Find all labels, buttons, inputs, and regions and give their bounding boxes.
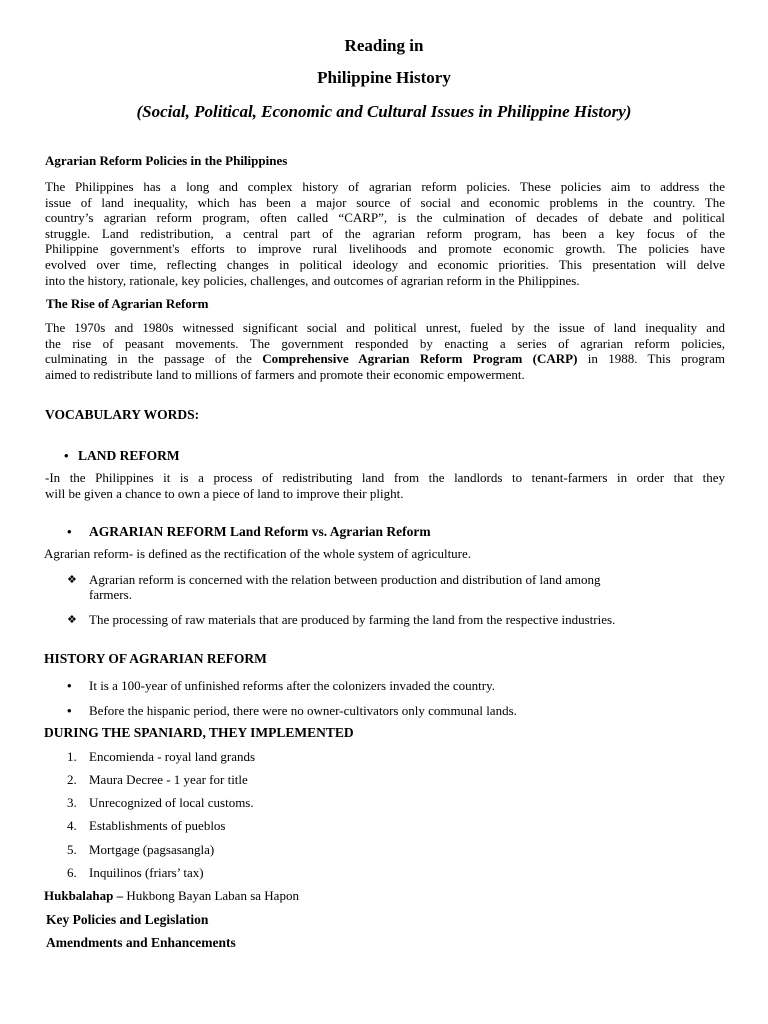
bullet-icon: •	[64, 448, 69, 463]
paragraph-text: culminating in the passage of the	[45, 351, 263, 367]
key-policies-heading: Key Policies and Legislation	[46, 912, 209, 927]
paragraph-line: will be given a chance to own a piece of land to improve their plight.	[45, 485, 404, 501]
paragraph-line: into the history, rationale, key policies, challenges, and outcomes of agrarian reform in the Philippines.	[45, 272, 580, 288]
diamond-bullet-icon: ❖	[67, 573, 77, 586]
document-title-line1: Reading in	[344, 36, 424, 55]
paragraph-line: the rise of peasant movements. The government responded by enacting a series of agrarian reform policies,	[45, 335, 725, 351]
paragraph-line: struggle. Land redistribution, a central part of the agrarian reform program, has been a key focus of the	[45, 225, 725, 241]
hukbalahap-term: Hukbalahap –	[44, 888, 124, 903]
agrarian-subpoint-1-line1: Agrarian reform is concerned with the relation between production and distribution of land among	[89, 572, 601, 587]
list-item: Establishments of pueblos	[89, 818, 226, 833]
paragraph-line: issue of land inequality, which has been a major source of social and economic problems in the country. The	[45, 194, 725, 210]
history-bullet-2: Before the hispanic period, there were no owner-cultivators only communal lands.	[89, 703, 517, 718]
document-subtitle: (Social, Political, Economic and Cultural Issues in Philippine History)	[136, 102, 632, 121]
section-rise-paragraph	[45, 320, 725, 382]
paragraph-line: country’s agrarian reform program, often called “CARP”, is the culmination of decades of debate and political	[45, 210, 725, 226]
list-item: Inquilinos (friars’ tax)	[89, 865, 204, 880]
list-item-number: 4.	[67, 818, 77, 833]
paragraph-line: evolved over time, reflecting changes in political ideology and economic priorities. This presentation will delve	[45, 256, 725, 272]
list-item-number: 5.	[67, 842, 77, 857]
paragraph-line: Philippine government's efforts to improve rural livelihoods and promote economic growth. The policies have	[45, 241, 725, 257]
list-item: Unrecognized of local customs.	[89, 795, 254, 810]
carp-program-name: Comprehensive Agrarian Reform Program (CARP)	[262, 351, 578, 367]
history-heading: HISTORY OF AGRARIAN REFORM	[44, 651, 267, 666]
agrarian-subpoint-2: The processing of raw materials that are produced by farming the land from the respective industries.	[89, 612, 616, 627]
paragraph-line: The 1970s and 1980s witnessed significant social and political unrest, fueled by the issue of land inequality and	[45, 320, 725, 335]
agrarian-reform-definition: Agrarian reform- is defined as the rectification of the whole system of agriculture.	[44, 546, 472, 561]
hukbalahap-expansion: Hukbong Bayan Laban sa Hapon	[123, 888, 299, 903]
list-item: Maura Decree - 1 year for title	[89, 772, 248, 787]
section-heading-agrarian-policies: Agrarian Reform Policies in the Philippines	[45, 153, 288, 168]
list-item-number: 6.	[67, 865, 77, 880]
land-reform-definition	[45, 470, 725, 501]
list-item: Mortgage (pagsasangla)	[89, 842, 215, 857]
vocabulary-term-land-reform: LAND REFORM	[78, 448, 180, 463]
paragraph-line: aimed to redistribute land to millions of farmers and promote their economic empowerment.	[45, 366, 525, 382]
bullet-icon: •	[67, 703, 72, 718]
document-title-line2: Philippine History	[317, 68, 451, 87]
diamond-bullet-icon: ❖	[67, 613, 77, 626]
paragraph-line: The Philippines has a long and complex history of agrarian reform policies. These policies aim to address the	[45, 179, 725, 194]
paragraph-line: -In the Philippines it is a process of redistributing land from the landlords to tenant-farmers in order that they	[45, 470, 725, 485]
amendments-heading: Amendments and Enhancements	[46, 935, 236, 950]
paragraph-text: in 1988. This program	[577, 351, 726, 367]
list-item-number: 3.	[67, 795, 77, 810]
list-item-number: 1.	[67, 749, 77, 764]
hukbalahap-definition	[44, 888, 299, 904]
vocabulary-heading: VOCABULARY WORDS:	[45, 407, 200, 422]
history-bullet-1: It is a 100-year of unfinished reforms after the colonizers invaded the country.	[89, 678, 495, 693]
list-item: Encomienda - royal land grands	[89, 749, 256, 764]
paragraph-line	[45, 351, 725, 367]
bullet-icon: •	[67, 678, 72, 693]
list-item-number: 2.	[67, 772, 77, 787]
vocabulary-term-agrarian-reform: AGRARIAN REFORM Land Reform vs. Agrarian Reform	[89, 524, 431, 539]
section-agrarian-policies-paragraph	[45, 179, 725, 288]
spaniard-heading: DURING THE SPANIARD, THEY IMPLEMENTED	[44, 725, 354, 740]
bullet-icon: •	[67, 524, 72, 539]
agrarian-subpoint-1-line2: farmers.	[89, 587, 132, 602]
section-heading-rise-of-agrarian-reform: The Rise of Agrarian Reform	[46, 296, 209, 311]
